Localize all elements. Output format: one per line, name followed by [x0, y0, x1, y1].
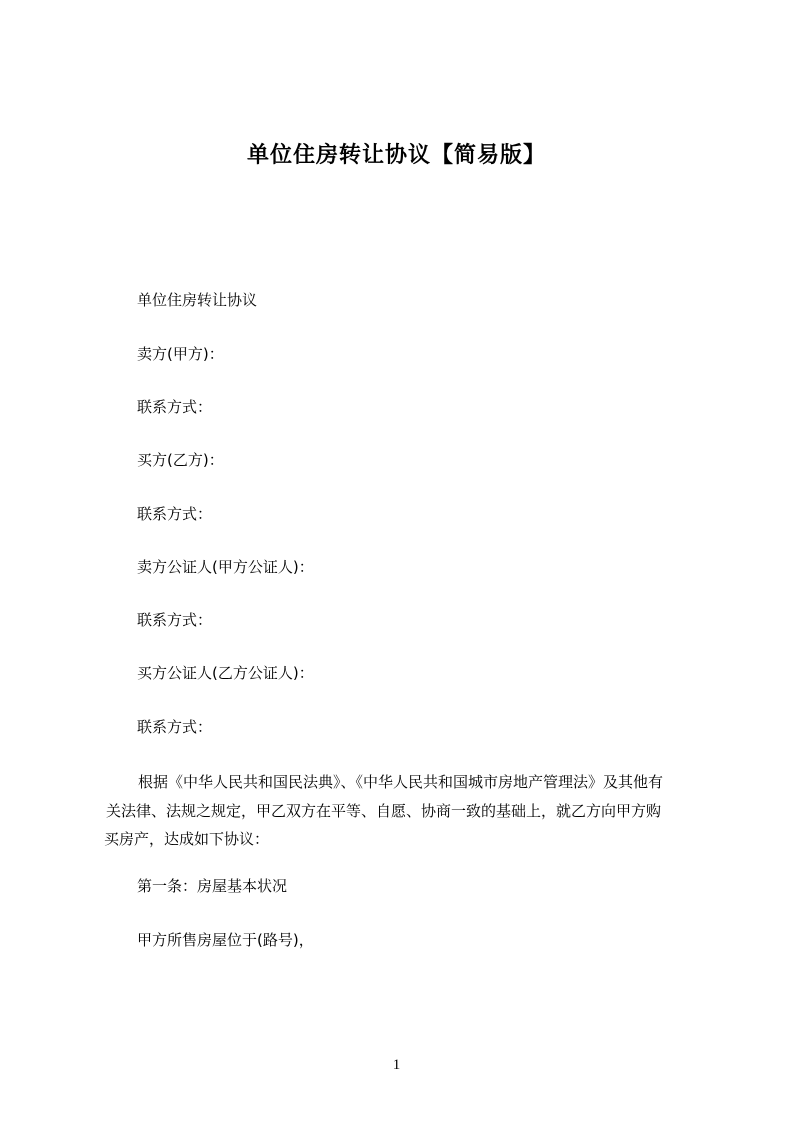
buyer-notary-contact-label: 联系方式： [137, 718, 213, 736]
section-text: 甲方所售房屋位于(路号)， [137, 931, 314, 949]
buyer-contact-label: 联系方式： [137, 505, 213, 523]
seller-contact-label: 联系方式： [137, 398, 213, 416]
document-title: 单位住房转让协议【简易版】 [246, 143, 546, 168]
buyer-field-label: 买方(乙方)： [137, 451, 224, 469]
seller-field-label: 卖方(甲方)： [137, 345, 224, 363]
section-heading: 第一条：房屋基本状况 [137, 877, 288, 895]
preamble-line: 关法律、法规之规定，甲乙双方在平等、自愿、协商一致的基础上，就乙方向甲方购 [106, 801, 662, 820]
preamble-line: 根据《中华人民共和国民法典》、《中华人民共和国城市房地产管理法》及其他有 [138, 773, 664, 791]
seller-notary-contact-label: 联系方式： [137, 611, 213, 629]
agreement-preamble [104, 768, 704, 854]
buyer-notary-label: 买方公证人(乙方公证人)： [137, 664, 314, 682]
seller-notary-label: 卖方公证人(甲方公证人)： [137, 558, 314, 576]
preamble-line: 买房产，达成如下协议： [104, 830, 270, 848]
page-number: 1 [392, 1057, 401, 1073]
agreement-subtitle: 单位住房转让协议 [137, 291, 258, 309]
